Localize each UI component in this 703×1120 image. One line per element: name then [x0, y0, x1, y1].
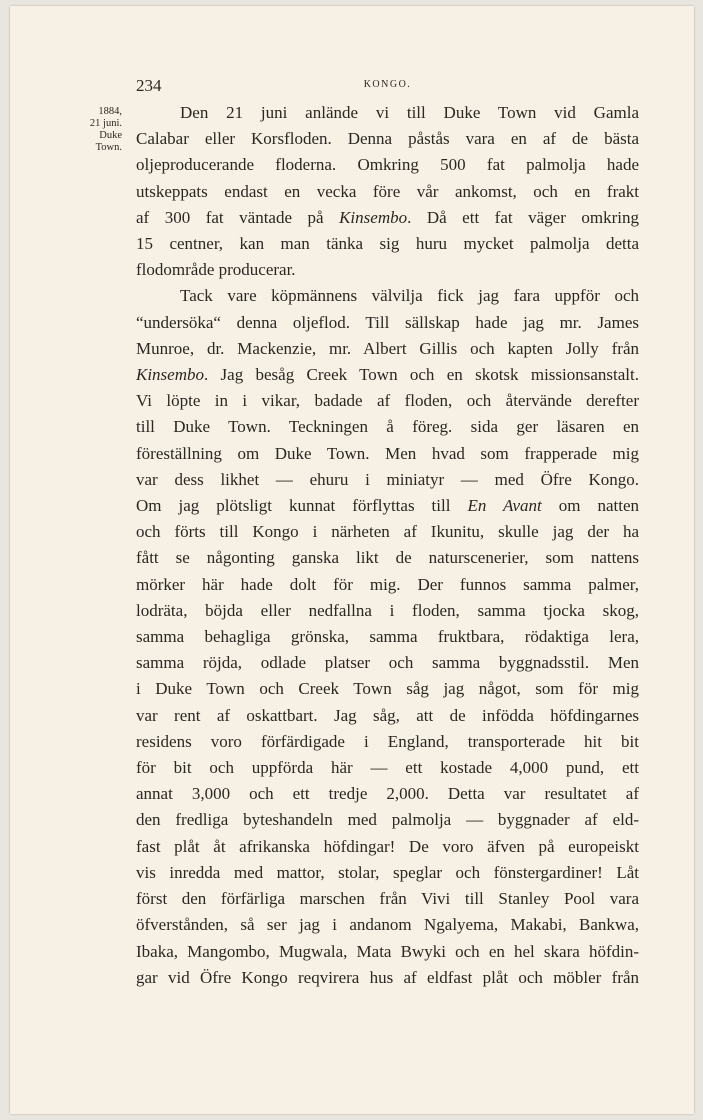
- text-fragment: Om jag plötsligt kunnat förflyttas till: [136, 496, 468, 516]
- text-fragment: . Jag besåg Creek Town och en skotsk missionsanstalt.: [204, 365, 639, 385]
- text-line-with-italic: [136, 362, 639, 388]
- text-line: Munroe, dr. Mackenzie, mr. Albert Gillis och kapten Jolly från: [136, 338, 639, 358]
- text-line: Ibaka, Mangombo, Mugwala, Mata Bwyki och en hel skara höfdin-: [136, 941, 639, 961]
- text-line: för bit och uppförda här — ett kostade 4,000 pund, ett: [136, 758, 639, 778]
- text-line: 15 centner, kan man tänka sig huru mycket palmolja detta: [136, 234, 639, 254]
- text-line: och förts till Kongo i närheten af Ikunitu, skulle jag der ha: [136, 522, 639, 542]
- text-line: Calabar eller Korsfloden. Denna påstås vara en af de bästa: [136, 129, 639, 149]
- text-line: flodområde producerar.: [136, 260, 296, 280]
- text-line: utskeppats endast en vecka före vår ankomst, och en frakt: [136, 181, 639, 201]
- ship-name-kinsembo: Kinsembo: [339, 207, 408, 227]
- text-line: gar vid Öfre Kongo reqvirera hus af eldfast plåt och möbler från: [136, 967, 639, 987]
- text-line: mörker här hade dolt för mig. Der funnos samma palmer,: [136, 574, 639, 594]
- body-text: [136, 100, 639, 991]
- page-number: 234: [136, 76, 162, 95]
- text-line: Den 21 juni anlände vi till Duke Town vid Gamla: [180, 103, 639, 122]
- text-line: Vi löpte in i vikar, badade af floden, och återvände derefter: [136, 391, 639, 411]
- text-line: fått se någonting ganska likt de naturscenerier, som nattens: [136, 548, 639, 568]
- text-line: var dess likhet — ehuru i miniatyr — med Öfre Kongo.: [136, 469, 639, 489]
- text-line-with-italic: [136, 493, 639, 519]
- running-title: KONGO.: [363, 79, 412, 90]
- text-line-with-italic: [136, 205, 639, 231]
- margin-note-date: 21 juni.: [89, 118, 122, 129]
- text-line: Tack vare köpmännens välvilja fick jag fara uppför och: [180, 286, 639, 306]
- text-line: samma röjda, odlade platser och samma byggnadsstil. Men: [136, 653, 639, 673]
- text-line: vis inredda med mattor, stolar, speglar och fönstergardiner! Låt: [136, 862, 639, 882]
- text-line: oljeproducerande floderna. Omkring 500 fat palmolja hade: [136, 155, 639, 175]
- text-fragment: . Då ett fat väger omkring: [407, 207, 639, 227]
- ship-name-en-avant: En Avant: [467, 496, 542, 516]
- text-fragment: af 300 fat väntade på: [136, 207, 340, 227]
- margin-note-place: Duke: [99, 130, 122, 141]
- text-line: annat 3,000 och ett tredje 2,000. Detta var resultatet af: [136, 784, 639, 804]
- ship-name-kinsembo: Kinsembo: [136, 365, 204, 385]
- text-fragment: om natten: [541, 496, 639, 516]
- text-line: “undersöka“ denna oljeflod. Till sällskap hade jag mr. James: [136, 312, 639, 332]
- margin-note-place-2: Town.: [95, 142, 122, 153]
- margin-note-year: 1884,: [98, 106, 122, 117]
- margin-note: [66, 106, 122, 154]
- text-line: i Duke Town och Creek Town såg jag något, som för mig: [136, 679, 639, 699]
- text-line: den fredliga byteshandeln med palmolja — byggnader af eld-: [136, 810, 639, 830]
- text-line: residens voro förfärdigade i England, transporterade hit bit: [136, 731, 639, 751]
- text-line: var rent af oskattbart. Jag såg, att de infödda höfdingarnes: [136, 705, 639, 725]
- text-line: öfverstånden, så ser jag i andanom Ngalyema, Makabi, Bankwa,: [136, 915, 639, 935]
- text-line: först den förfärliga marschen från Vivi till Stanley Pool vara: [136, 889, 639, 909]
- text-line: föreställning om Duke Town. Men hvad som frapperade mig: [136, 443, 639, 463]
- text-line: till Duke Town. Teckningen å föreg. sida ger läsaren en: [136, 417, 639, 437]
- text-line: lodräta, böjda eller nedfallna i floden, samma tjocka skog,: [136, 600, 639, 620]
- text-line: fast plåt åt afrikanska höfdingar! De voro äfven på europeiskt: [136, 836, 639, 856]
- running-head: [136, 76, 639, 96]
- text-line: samma behagliga grönska, samma fruktbara, rödaktiga lera,: [136, 627, 639, 647]
